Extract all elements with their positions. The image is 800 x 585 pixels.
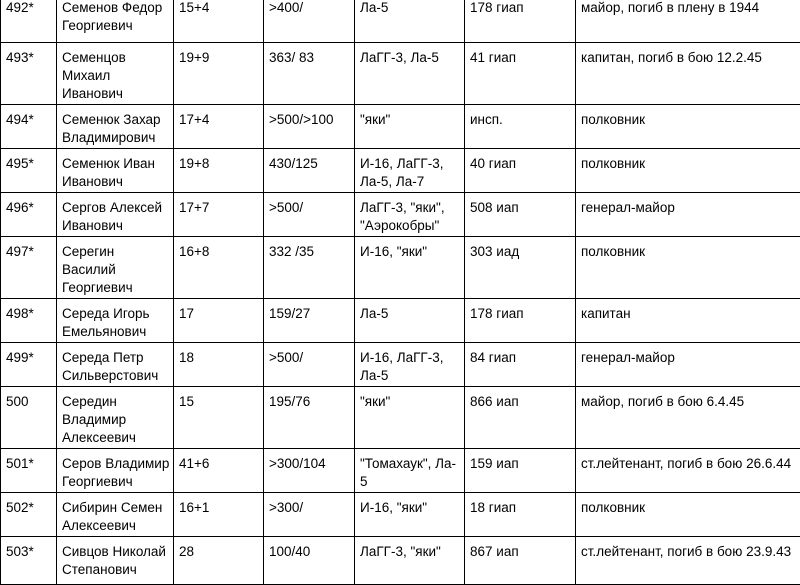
victories-cell: 28: [174, 537, 264, 585]
victories-cell: 19+9: [174, 43, 264, 105]
pilot-name-cell: Середин Владимир Алексеевич: [57, 387, 174, 449]
victories-cell: 16+1: [174, 493, 264, 537]
rank-fate-cell: полковник: [576, 237, 800, 299]
rank-fate-cell: полковник: [576, 105, 800, 149]
aircraft-cell: "Томахаук", Ла- 5: [355, 449, 465, 493]
table-row: [1, 449, 800, 493]
aircraft-cell: ЛаГГ-3, "яки", "Аэрокобры": [355, 193, 465, 237]
aircraft-cell: Ла-5: [355, 0, 465, 43]
row-number-cell: 492*: [1, 0, 57, 43]
sorties-cell: >300/: [264, 493, 355, 537]
rank-fate-cell: майор, погиб в плену в 1944: [576, 0, 800, 43]
sorties-cell: >500/: [264, 343, 355, 387]
table-row: [1, 343, 800, 387]
table-row: [1, 237, 800, 299]
table-row: [1, 537, 800, 585]
sorties-cell: 430/125: [264, 149, 355, 193]
rank-fate-cell: полковник: [576, 493, 800, 537]
table-row: [1, 149, 800, 193]
row-number-cell: 499*: [1, 343, 57, 387]
pilot-name-cell: Серегин Василий Георгиевич: [57, 237, 174, 299]
sorties-cell: 332 /35: [264, 237, 355, 299]
sorties-cell: 363/ 83: [264, 43, 355, 105]
pilot-name-cell: Середа Петр Сильверстович: [57, 343, 174, 387]
victories-cell: 15+4: [174, 0, 264, 43]
pilot-name-cell: Семенюк Иван Иванович: [57, 149, 174, 193]
sorties-cell: >400/: [264, 0, 355, 43]
row-number-cell: 495*: [1, 149, 57, 193]
sorties-cell: 159/27: [264, 299, 355, 343]
unit-cell: 159 иап: [465, 449, 576, 493]
aces-table-body: [1, 0, 800, 585]
row-number-cell: 502*: [1, 493, 57, 537]
unit-cell: 40 гиап: [465, 149, 576, 193]
aircraft-cell: И-16, ЛаГГ-3, Ла-5: [355, 343, 465, 387]
pilot-name-cell: Сергов Алексей Иванович: [57, 193, 174, 237]
aircraft-cell: "яки": [355, 105, 465, 149]
rank-fate-cell: капитан, погиб в бою 12.2.45: [576, 43, 800, 105]
row-number-cell: 498*: [1, 299, 57, 343]
sorties-cell: 100/40: [264, 537, 355, 585]
table-row: [1, 299, 800, 343]
unit-cell: 18 гиап: [465, 493, 576, 537]
pilot-name-cell: Сибирин Семен Алексеевич: [57, 493, 174, 537]
pilot-name-cell: Семенцов Михаил Иванович: [57, 43, 174, 105]
sorties-cell: >300/104: [264, 449, 355, 493]
victories-cell: 19+8: [174, 149, 264, 193]
rank-fate-cell: ст.лейтенант, погиб в бою 23.9.43: [576, 537, 800, 585]
table-row: [1, 193, 800, 237]
victories-cell: 17: [174, 299, 264, 343]
row-number-cell: 493*: [1, 43, 57, 105]
rank-fate-cell: майор, погиб в бою 6.4.45: [576, 387, 800, 449]
pilot-name-cell: Семенюк Захар Владимирович: [57, 105, 174, 149]
aircraft-cell: ЛаГГ-3, "яки": [355, 537, 465, 585]
table-row: [1, 0, 800, 43]
aircraft-cell: И-16, ЛаГГ-3, Ла-5, Ла-7: [355, 149, 465, 193]
unit-cell: 303 иад: [465, 237, 576, 299]
sorties-cell: 195/76: [264, 387, 355, 449]
row-number-cell: 501*: [1, 449, 57, 493]
victories-cell: 17+7: [174, 193, 264, 237]
rank-fate-cell: капитан: [576, 299, 800, 343]
pilot-name-cell: Серов Владимир Георгиевич: [57, 449, 174, 493]
unit-cell: 867 иап: [465, 537, 576, 585]
unit-cell: 178 гиап: [465, 0, 576, 43]
sorties-cell: >500/>100: [264, 105, 355, 149]
rank-fate-cell: генерал-майор: [576, 193, 800, 237]
victories-cell: 18: [174, 343, 264, 387]
table-row: [1, 105, 800, 149]
table-row: [1, 493, 800, 537]
table-row: [1, 387, 800, 449]
unit-cell: инсп.: [465, 105, 576, 149]
victories-cell: 16+8: [174, 237, 264, 299]
unit-cell: 178 гиап: [465, 299, 576, 343]
pilot-name-cell: Сивцов Николай Степанович: [57, 537, 174, 585]
rank-fate-cell: ст.лейтенант, погиб в бою 26.6.44: [576, 449, 800, 493]
row-number-cell: 500: [1, 387, 57, 449]
unit-cell: 41 гиап: [465, 43, 576, 105]
row-number-cell: 494*: [1, 105, 57, 149]
victories-cell: 17+4: [174, 105, 264, 149]
aircraft-cell: И-16, "яки": [355, 493, 465, 537]
unit-cell: 866 иап: [465, 387, 576, 449]
row-number-cell: 496*: [1, 193, 57, 237]
table-row: [1, 43, 800, 105]
unit-cell: 508 иап: [465, 193, 576, 237]
sorties-cell: >500/: [264, 193, 355, 237]
row-number-cell: 503*: [1, 537, 57, 585]
rank-fate-cell: генерал-майор: [576, 343, 800, 387]
aircraft-cell: ЛаГГ-3, Ла-5: [355, 43, 465, 105]
aircraft-cell: И-16, "яки": [355, 237, 465, 299]
row-number-cell: 497*: [1, 237, 57, 299]
aircraft-cell: "яки": [355, 387, 465, 449]
pilot-name-cell: Семенов Федор Георгиевич: [57, 0, 174, 43]
aircraft-cell: Ла-5: [355, 299, 465, 343]
unit-cell: 84 гиап: [465, 343, 576, 387]
victories-cell: 15: [174, 387, 264, 449]
rank-fate-cell: полковник: [576, 149, 800, 193]
pilot-name-cell: Середа Игорь Емельянович: [57, 299, 174, 343]
victories-cell: 41+6: [174, 449, 264, 493]
